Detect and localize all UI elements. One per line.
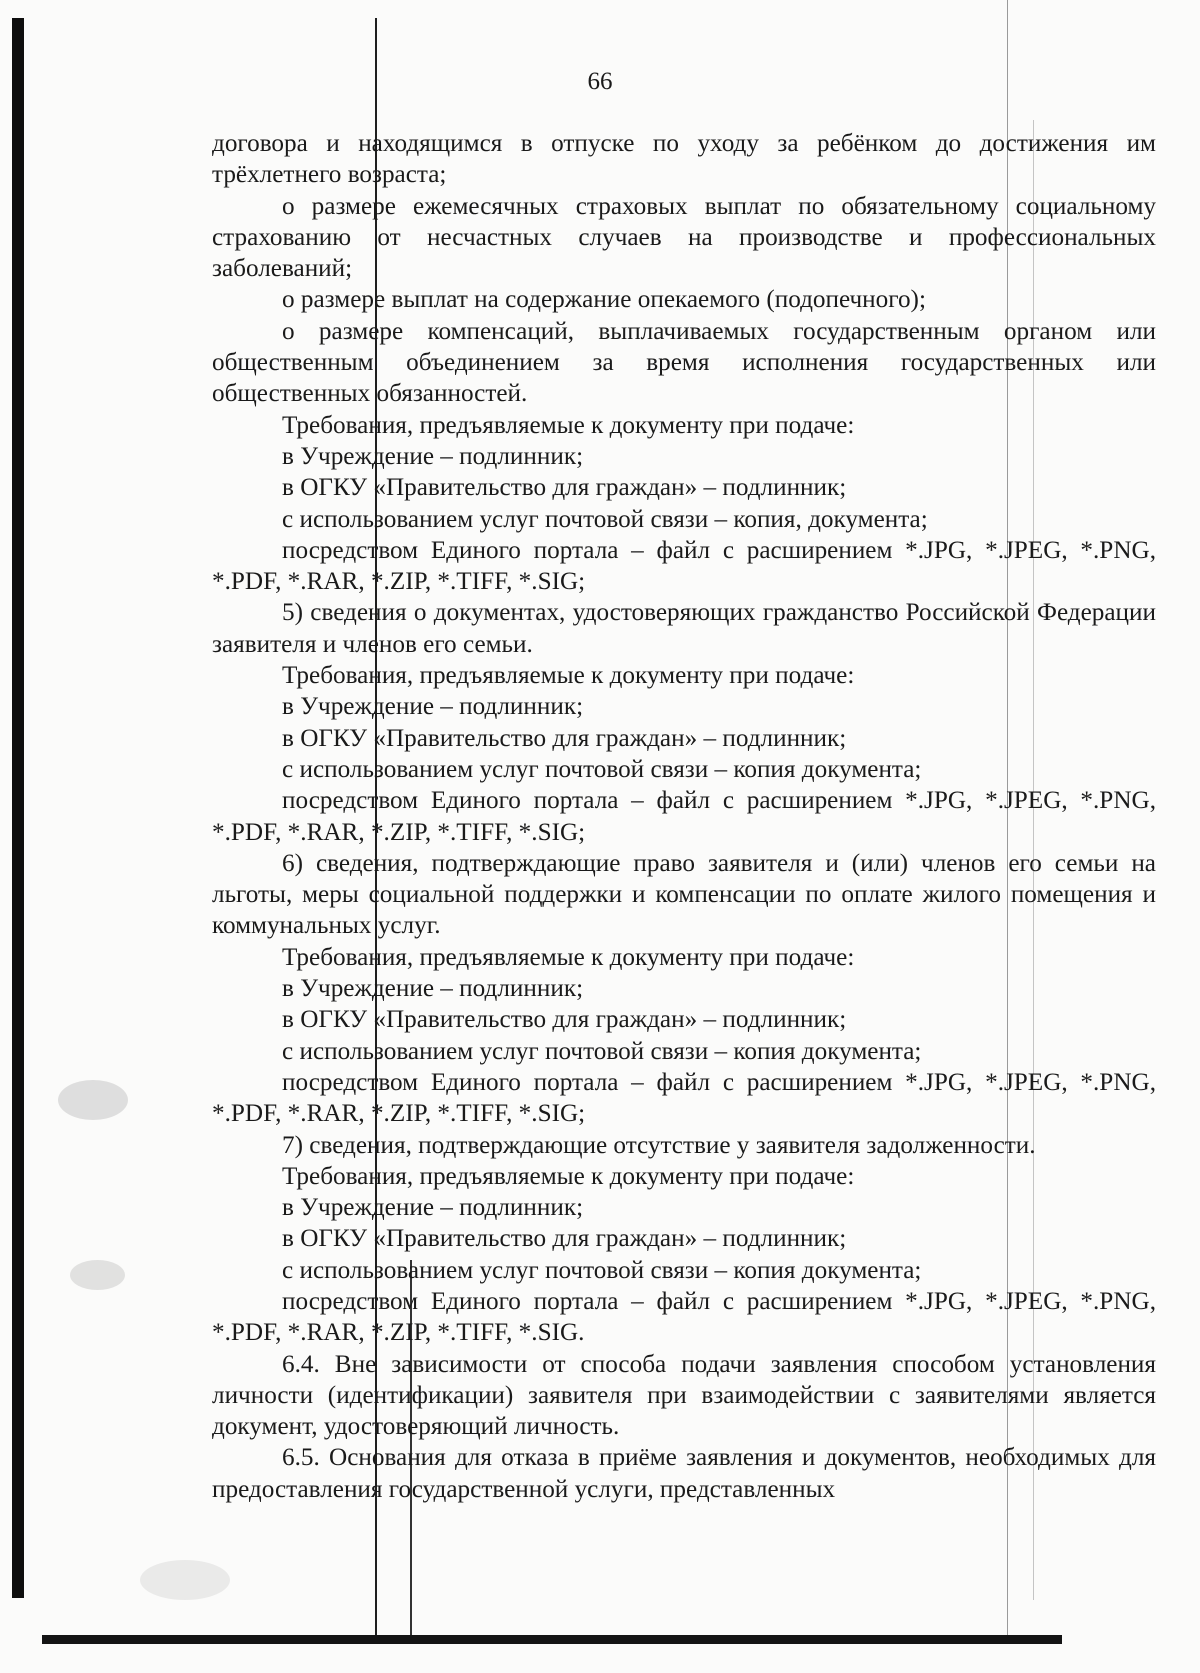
paragraph: 6.5. Основания для отказа в приёме заявления и документов, необходимых для предоставления государственной услуги, представленных [212,1444,1156,1503]
scan-speckle [70,1260,125,1290]
paragraph: посредством Единого портала – файл с расширением *.JPG, *.JPEG, *.PNG, *.PDF, *.RAR, *.ZIP, *.TIFF, *.SIG. [212,1287,1156,1347]
paragraph: в Учреждение – подлинник; [282,1194,584,1222]
paragraph: 6) сведения, подтверждающие право заявителя и (или) членов его семьи на льготы, меры социальной поддержки и компенсации по оплате жилого помещения и коммунальных услуг. [212,849,1156,940]
paragraph: 6.4. Вне зависимости от способа подачи заявления способом установления личности (идентификации) заявителя при взаимодействии с заявителями является документ, удостоверяющий личность. [212,1350,1156,1441]
paragraph: с использованием услуг почтовой связи – копия документа; [282,1037,922,1065]
paragraph: о размере выплат на содержание опекаемого (подопечного); [282,286,926,314]
paragraph: в Учреждение – подлинник; [282,693,584,721]
paragraph: о размере компенсаций, выплачиваемых государственным органом или общественным объединением за время исполнения государственных или общественных обязанностей. [212,317,1156,408]
paragraph: 5) сведения о документах, удостоверяющих гражданство Российской Федерации заявителя и членов его семьи. [212,599,1156,658]
paragraph: в Учреждение – подлинник; [282,442,584,470]
paragraph: Требования, предъявляемые к документу при подаче: [282,943,855,971]
paragraph: о размере ежемесячных страховых выплат по обязательному социальному страхованию от несчастных случаев на производстве и профессиональных заболеваний; [212,192,1156,283]
paragraph: посредством Единого портала – файл с расширением *.JPG, *.JPEG, *.PNG, *.PDF, *.RAR, *.ZIP, *.TIFF, *.SIG; [212,536,1156,596]
paragraph: 7) сведения, подтверждающие отсутствие у заявителя задолженности. [282,1131,1036,1159]
paragraph: с использованием услуг почтовой связи – копия документа; [282,755,922,783]
paragraph: в ОГКУ «Правительство для граждан» – подлинник; [282,1225,847,1253]
document-body [212,128,1156,1505]
paragraph: в ОГКУ «Правительство для граждан» – подлинник; [282,1006,847,1034]
page-number: 66 [587,68,613,95]
paragraph: Требования, предъявляемые к документу при подаче: [282,662,855,690]
paragraph: договора и находящимся в отпуске по уходу за ребёнком до достижения им трёхлетнего возраста; [212,130,1156,189]
paragraph: Требования, предъявляемые к документу при подаче: [282,1162,855,1190]
paragraph: Требования, предъявляемые к документу при подаче: [282,411,855,439]
paragraph: с использованием услуг почтовой связи – копия, документа; [282,505,928,533]
scan-speckle [58,1080,128,1120]
paragraph: в ОГКУ «Правительство для граждан» – подлинник; [282,474,847,502]
paragraph: в ОГКУ «Правительство для граждан» – подлинник; [282,724,847,752]
scan-edge-shadow [12,18,24,1598]
scan-speckle [140,1560,230,1600]
scan-bottom-shadow [42,1635,1062,1644]
paragraph: посредством Единого портала – файл с расширением *.JPG, *.JPEG, *.PNG, *.PDF, *.RAR, *.ZIP, *.TIFF, *.SIG; [212,1068,1156,1128]
paragraph: посредством Единого портала – файл с расширением *.JPG, *.JPEG, *.PNG, *.PDF, *.RAR, *.ZIP, *.TIFF, *.SIG; [212,787,1156,846]
paragraph: с использованием услуг почтовой связи – копия документа; [282,1256,922,1284]
paragraph: в Учреждение – подлинник; [282,975,584,1003]
